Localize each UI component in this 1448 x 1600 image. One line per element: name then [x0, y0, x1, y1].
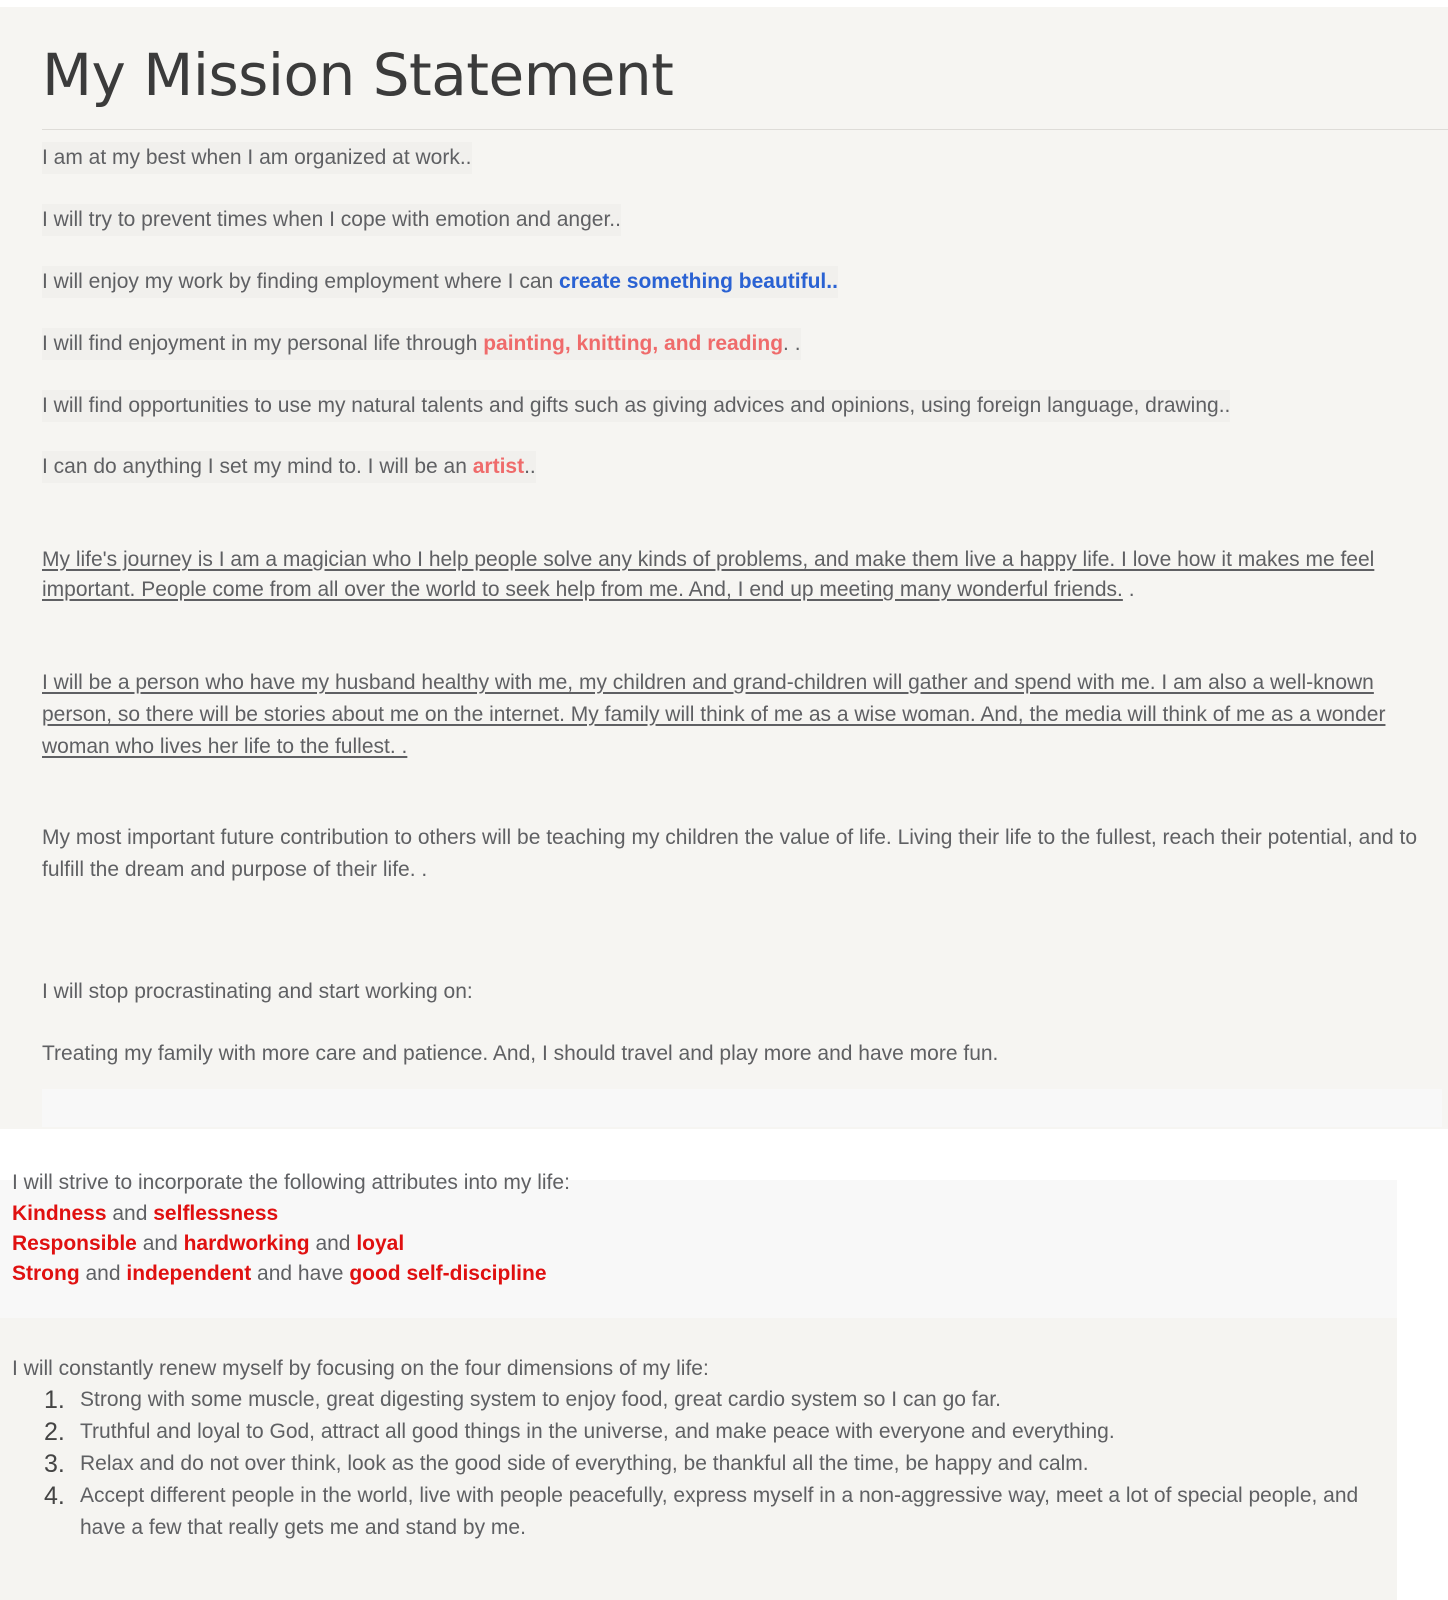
attribute-line-3: Strong and independent and have good self-discipline [12, 1262, 547, 1285]
list-item: 4. Accept different people in the world, live with people peacefully, express myself in a non-aggressive way, meet a lot of special people, and have a few that really gets me and stand by me. [44, 1482, 1359, 1539]
statement-work: I will enjoy my work by finding employment where I can create something beautiful.. [42, 266, 838, 298]
list-item: 1. Strong with some muscle, great digesting system to enjoy food, great cardio system so I can go far. [44, 1386, 1001, 1414]
statement-procrastination: I will stop procrastinating and start working on: [42, 980, 473, 1003]
attribute-line-1: Kindness and selflessness [12, 1202, 279, 1225]
statement-best: I am at my best when I am organized at work.. [42, 142, 472, 174]
mission-panel [0, 7, 1448, 1129]
statement-footer-band [42, 1089, 1442, 1127]
attributes-section [0, 1171, 1397, 1318]
list-item: 3. Relax and do not over think, look as the good side of everything, be thankful all the time, be happy and calm. [44, 1450, 1089, 1478]
renewal-intro: I will constantly renew myself by focusing on the four dimensions of my life: [12, 1357, 709, 1380]
renewal-section [0, 1318, 1397, 1600]
page-title: My Mission Statement [42, 41, 674, 109]
dimensions-list [0, 1384, 1397, 1544]
statement-prevent: I will try to prevent times when I cope with emotion and anger.. [42, 204, 621, 236]
attribute-line-2: Responsible and hardworking and loyal [12, 1232, 405, 1255]
statement-contribution: My most important future contribution to others will be teaching my children the value of life. Living their life to the fullest, reach their potential, and to fulfill the dream and purpose of their life. . [42, 826, 1418, 881]
highlight-artist: artist [472, 455, 525, 478]
statement-life-journey: My life's journey is I am a magician who I help people solve any kinds of problems, and make them live a happy life. I love how it makes me feel important. People come from all over the world to seek help from me. And, I end up meeting many wonderful friends. . [42, 548, 1375, 601]
attributes-intro: I will strive to incorporate the following attributes into my life: [12, 1171, 570, 1194]
statement-family-care: Treating my family with more care and patience. And, I should travel and play more and have more fun. [42, 1042, 999, 1065]
statement-personal-life: I will find enjoyment in my personal life through painting, knitting, and reading. . [42, 328, 801, 360]
highlight-hobbies: painting, knitting, and reading [483, 332, 784, 355]
highlight-create: create something beautiful.. [559, 270, 838, 293]
statement-talents: I will find opportunities to use my natural talents and gifts such as giving advices and opinions, using foreign language, drawing.. [42, 390, 1230, 422]
title-divider [42, 129, 1448, 130]
statement-artist: I can do anything I set my mind to. I will be an artist.. [42, 451, 536, 483]
statement-legacy: I will be a person who have my husband healthy with me, my children and grand-children will gather and spend with me. I am also a well-known person, so there will be stories about me on the internet. My family will think of me as a wise woman. And, the media will think of me as a wonder woman who lives her life to the fullest. . [42, 671, 1386, 758]
list-item: 2. Truthful and loyal to God, attract all good things in the universe, and make peace with everyone and everything. [44, 1418, 1115, 1446]
